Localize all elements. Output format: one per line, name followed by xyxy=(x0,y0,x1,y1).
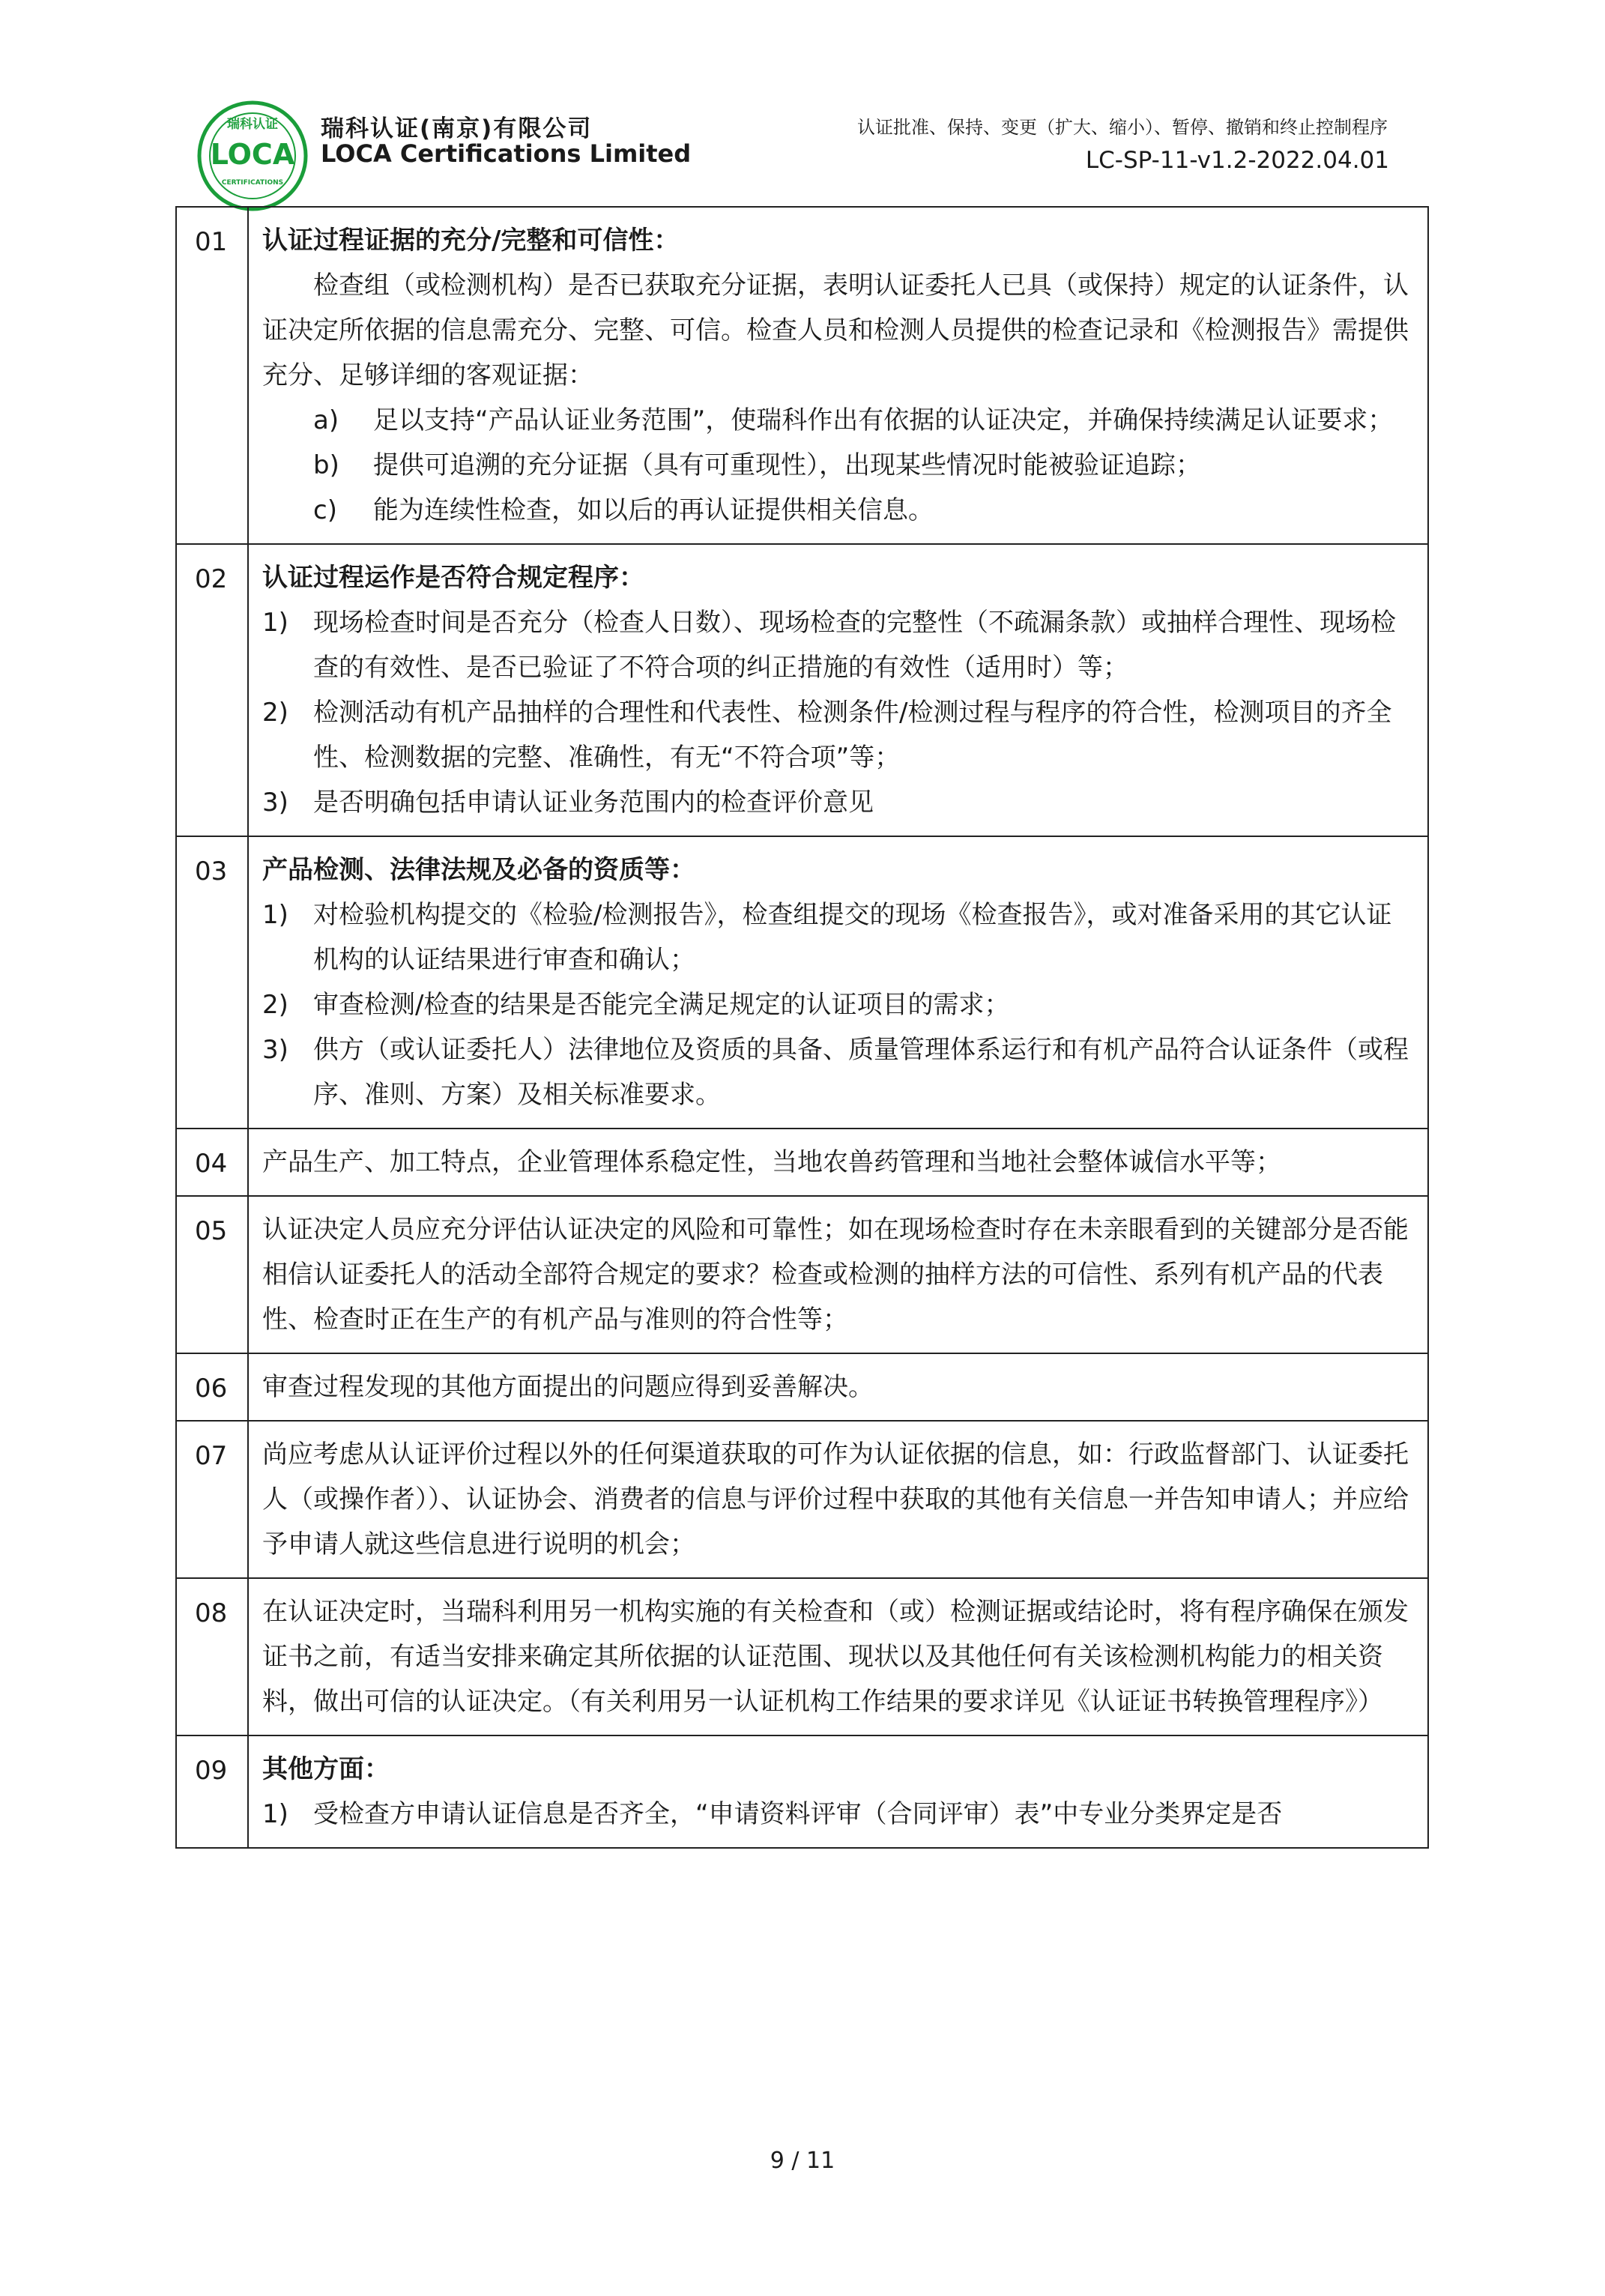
row-number: 02 xyxy=(176,544,248,836)
list-marker: b) xyxy=(313,450,339,480)
row-heading: 其他方面： xyxy=(262,1754,390,1784)
table-row xyxy=(176,207,1428,544)
logo-bottom-text: CERTIFICATIONS xyxy=(221,179,284,187)
row-content xyxy=(248,1735,1428,1848)
list-text: 提供可追溯的充分证据（具有可重现性），出现某些情况时能被验证追踪； xyxy=(373,450,1201,480)
row-heading: 产品检测、法律法规及必备的资质等： xyxy=(262,855,695,885)
table-row xyxy=(176,1196,1428,1353)
list-item xyxy=(262,1792,1417,1837)
table-row xyxy=(176,1129,1428,1196)
list-marker: 3) xyxy=(262,1035,288,1065)
list-text: 审查检测/检查的结果是否能完全满足规定的认证项目的需求； xyxy=(313,990,1010,1020)
list-text: 对检验机构提交的《检验/检测报告》，检查组提交的现场《检查报告》，或对准备采用的其它认证机构的认证结果进行审查和确认； xyxy=(313,900,1392,975)
list-text: 现场检查时间是否充分（检查人日数）、现场检查的完整性（不疏漏条款）或抽样合理性、现场检查的有效性、是否已验证了不符合项的纠正措施的有效性（适用时）等； xyxy=(313,608,1396,683)
table-row xyxy=(176,544,1428,836)
row-text: 产品生产、加工特点，企业管理体系稳定性，当地农兽药管理和当地社会整体诚信水平等； xyxy=(248,1129,1428,1196)
list-item xyxy=(262,780,1417,825)
list-marker: 2) xyxy=(262,990,288,1020)
list-marker: 1) xyxy=(262,900,288,930)
list-marker: a) xyxy=(313,405,339,435)
row-content xyxy=(248,207,1428,544)
list-item xyxy=(262,443,1417,488)
table-row xyxy=(176,1578,1428,1735)
list-text: 供方（或认证委托人）法律地位及资质的具备、质量管理体系运行和有机产品符合认证条件（或程序、准则、方案）及相关标准要求。 xyxy=(313,1035,1409,1110)
logo-main-text: LOCA xyxy=(210,138,295,171)
row-heading: 认证过程证据的充分/完整和可信性： xyxy=(262,226,680,256)
row-number: 01 xyxy=(176,207,248,544)
row-number: 06 xyxy=(176,1353,248,1421)
list-text: 足以支持“产品认证业务范围”，使瑞科作出有依据的认证决定，并确保持续满足认证要求； xyxy=(373,405,1394,435)
list-item xyxy=(262,600,1417,690)
row-text: 尚应考虑从认证评价过程以外的任何渠道获取的可作为认证依据的信息，如：行政监督部门、认证委托人（或操作者））、认证协会、消费者的信息与评价过程中获取的其他有关信息一并告知申请人；并应给予申请人就这些信息进行说明的机会； xyxy=(248,1421,1428,1578)
list-item xyxy=(262,982,1417,1027)
row-heading: 认证过程运作是否符合规定程序： xyxy=(262,563,644,593)
row-number: 03 xyxy=(176,836,248,1129)
list-marker: 3) xyxy=(262,788,288,818)
row-number: 08 xyxy=(176,1578,248,1735)
list-item xyxy=(262,398,1417,443)
list-item xyxy=(262,488,1417,533)
document-title: 认证批准、保持、变更（扩大、缩小）、暂停、撤销和终止控制程序 xyxy=(857,117,1388,138)
table-row xyxy=(176,1421,1428,1578)
company-name-cn: 瑞科认证(南京)有限公司 xyxy=(321,115,593,142)
clause-table xyxy=(175,206,1429,1849)
loca-logo xyxy=(196,100,309,212)
row-number: 05 xyxy=(176,1196,248,1353)
row-number: 04 xyxy=(176,1129,248,1196)
list-text: 受检查方申请认证信息是否齐全，“申请资料评审（合同评审）表”中专业分类界定是否 xyxy=(313,1799,1283,1829)
list-marker: 1) xyxy=(262,608,288,638)
row-number: 07 xyxy=(176,1421,248,1578)
list-text: 是否明确包括申请认证业务范围内的检查评价意见 xyxy=(313,788,874,818)
row-content xyxy=(248,836,1428,1129)
page-number: 9 / 11 xyxy=(770,2148,835,2174)
list-text: 检测活动有机产品抽样的合理性和代表性、检测条件/检测过程与程序的符合性，检测项目的齐全性、检测数据的完整、准确性，有无“不符合项”等； xyxy=(313,698,1392,773)
document-code: LC-SP-11-v1.2-2022.04.01 xyxy=(1085,147,1389,174)
list-marker: c) xyxy=(313,495,337,525)
list-item xyxy=(262,690,1417,780)
row-text: 认证决定人员应充分评估认证决定的风险和可靠性；如在现场检查时存在未亲眼看到的关键部分是否能相信认证委托人的活动全部符合规定的要求？检查或检测的抽样方法的可信性、系列有机产品的代表性、检查时正在生产的有机产品与准则的符合性等； xyxy=(248,1196,1428,1353)
list-item xyxy=(262,892,1417,982)
row-text: 在认证决定时，当瑞科利用另一机构实施的有关检查和（或）检测证据或结论时，将有程序确保在颁发证书之前，有适当安排来确定其所依据的认证范围、现状以及其他任何有关该检测机构能力的相关资料，做出可信的认证决定。（有关利用另一认证机构工作结果的要求详见《认证证书转换管理程序》） xyxy=(248,1578,1428,1735)
logo-top-text: 瑞科认证 xyxy=(227,117,278,132)
row-number: 09 xyxy=(176,1735,248,1848)
table-row xyxy=(176,1735,1428,1848)
list-marker: 1) xyxy=(262,1799,288,1829)
table-row xyxy=(176,1353,1428,1421)
row-text: 审查过程发现的其他方面提出的问题应得到妥善解决。 xyxy=(248,1353,1428,1421)
row-paragraph: 检查组（或检测机构）是否已获取充分证据，表明认证委托人已具（或保持）规定的认证条件，认证决定所依据的信息需充分、完整、可信。检查人员和检测人员提供的检查记录和《检测报告》需提供充分、足够详细的客观证据： xyxy=(262,271,1409,390)
row-content xyxy=(248,544,1428,836)
list-item xyxy=(262,1027,1417,1117)
company-name-en: LOCA Certifications Limited xyxy=(321,139,692,168)
table-row xyxy=(176,836,1428,1129)
list-text: 能为连续性检查，如以后的再认证提供相关信息。 xyxy=(373,495,934,525)
list-marker: 2) xyxy=(262,698,288,728)
